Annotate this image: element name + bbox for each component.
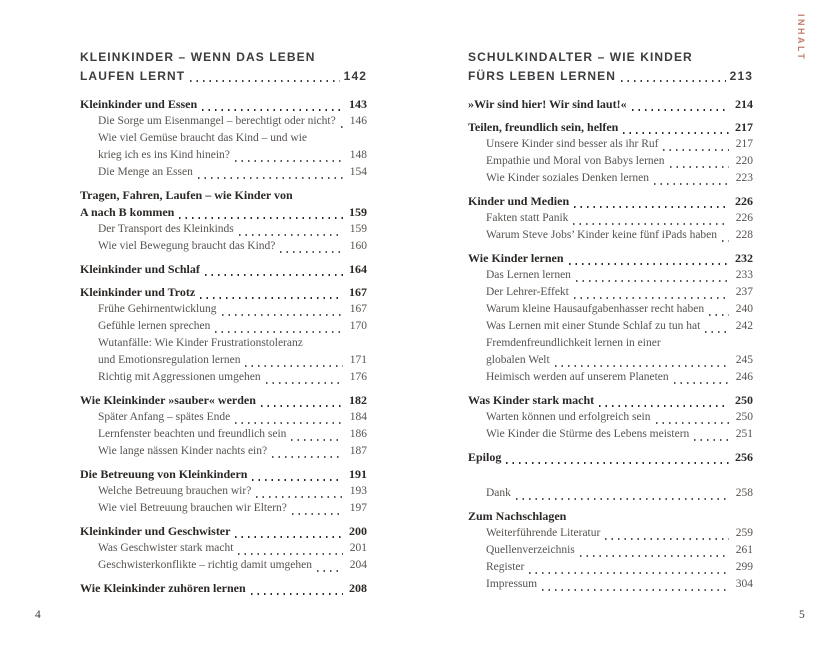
section-heading-right-line2: [468, 67, 753, 86]
toc-entry: [80, 130, 367, 147]
toc-entry-page: 233: [735, 269, 753, 281]
toc-entry-page: 246: [735, 371, 753, 383]
toc-entry-text: Warum Steve Jobs’ Kinder keine fünf iPads haben: [486, 229, 718, 241]
dot-leader: [516, 498, 729, 500]
dot-leader: [341, 126, 343, 128]
dot-leader: [222, 314, 344, 316]
toc-entry-page: 242: [735, 320, 753, 332]
toc-entry: [468, 409, 753, 426]
toc-entry-page: 167: [349, 285, 367, 299]
toc-entry: [80, 221, 367, 238]
dot-leader: [656, 422, 730, 424]
toc-entry: [468, 210, 753, 227]
dot-leader: [506, 462, 729, 464]
dot-leader: [574, 297, 729, 299]
toc-entry-text: Wie lange nässen Kinder nachts ein?: [98, 445, 268, 457]
dot-leader: [266, 382, 343, 384]
section-heading-left-line1: KLEINKINDER – WENN DAS LEBEN: [80, 50, 316, 64]
toc-entry: [468, 449, 753, 466]
toc-entry-page: 223: [735, 172, 753, 184]
dot-leader: [569, 263, 729, 265]
toc-entry: [468, 576, 753, 593]
toc-entry-page: 245: [735, 354, 753, 366]
dot-leader: [722, 240, 729, 242]
dot-leader: [573, 223, 729, 225]
toc-entry-text: globalen Welt: [486, 354, 550, 366]
toc-entry: [80, 301, 367, 318]
section-heading-right-title: FÜRS LEBEN LERNEN: [468, 69, 617, 83]
toc-entry-page: 159: [349, 223, 367, 235]
toc-entry-page: 217: [735, 138, 753, 150]
toc-entry-text: Gefühle lernen sprechen: [98, 320, 211, 332]
toc-entry: [468, 392, 753, 409]
dot-leader: [252, 479, 343, 481]
section-heading-right-page: 213: [729, 69, 753, 83]
toc-entry-text: Impressum: [486, 578, 538, 590]
toc-entry: [80, 540, 367, 557]
dot-leader: [235, 422, 343, 424]
toc-entry-text: A nach B kommen: [80, 205, 175, 219]
toc-entry: [80, 557, 367, 574]
dot-leader: [705, 331, 729, 333]
toc-entry-page: 167: [349, 303, 367, 315]
toc-entry: [468, 119, 753, 136]
dot-leader: [202, 109, 343, 111]
toc-entry: [468, 352, 753, 369]
toc-entry-text: Die Menge an Essen: [98, 166, 193, 178]
toc-entry-text: Epilog: [468, 450, 502, 464]
toc-entry: [80, 147, 367, 164]
toc-entry-page: 256: [735, 450, 753, 464]
toc-entry-text: Später Anfang – spätes Ende: [98, 411, 231, 423]
toc-entry-page: 146: [349, 115, 367, 127]
toc-entry-text: Was Lernen mit einer Stunde Schlaf zu tun hat: [486, 320, 701, 332]
toc-entry-text: Wie Kleinkinder zuhören lernen: [80, 581, 246, 595]
toc-entry-text: krieg ich es ins Kind hinein?: [98, 149, 230, 161]
dot-leader: [580, 555, 729, 557]
toc-entry: [468, 267, 753, 284]
dot-leader: [574, 206, 729, 208]
toc-entry-page: 148: [349, 149, 367, 161]
toc-entry: [468, 508, 753, 525]
dot-leader: [292, 513, 343, 515]
toc-entry-text: Frühe Gehirnentwicklung: [98, 303, 217, 315]
toc-entry-text: Wie Kleinkinder »sauber« werden: [80, 393, 256, 407]
toc-entry-page: 176: [349, 371, 367, 383]
toc-entry: [80, 483, 367, 500]
toc-entry-text: Die Betreuung von Kleinkindern: [80, 467, 248, 481]
toc-entry-text: Geschwisterkonflikte – richtig damit umgehen: [98, 559, 312, 571]
dot-leader: [317, 570, 343, 572]
toc-entry-page: 170: [349, 320, 367, 332]
toc-right-page: [468, 48, 753, 593]
toc-entry: [468, 250, 753, 267]
toc-entry-page: 193: [349, 485, 367, 497]
toc-entry-page: 159: [349, 205, 367, 219]
dot-leader: [239, 234, 343, 236]
toc-entry-text: Empathie und Moral von Babys lernen: [486, 155, 665, 167]
toc-entry: [80, 392, 367, 409]
toc-entry-page: 197: [349, 502, 367, 514]
toc-entry: [80, 238, 367, 255]
toc-entry-text: Richtig mit Aggressionen umgehen: [98, 371, 261, 383]
dot-leader: [200, 297, 343, 299]
toc-entry-text: Wie viel Betreuung brauchen wir Eltern?: [98, 502, 287, 514]
dot-leader: [555, 365, 729, 367]
toc-entry-text: Dank: [486, 487, 511, 499]
toc-entry: [468, 369, 753, 386]
toc-entry-page: 232: [735, 251, 753, 265]
toc-entry: [468, 193, 753, 210]
toc-entry: [468, 426, 753, 443]
toc-entry-page: 240: [735, 303, 753, 315]
toc-entry: [468, 301, 753, 318]
section-heading-left-page: 142: [343, 69, 367, 83]
dot-leader: [654, 183, 729, 185]
toc-entry: [80, 426, 367, 443]
toc-entry: [80, 204, 367, 221]
toc-entry: [468, 170, 753, 187]
toc-entry-page: 258: [735, 487, 753, 499]
toc-entries-left: [80, 96, 367, 597]
dot-leader: [663, 149, 729, 151]
dot-leader: [291, 439, 343, 441]
toc-entry-page: 226: [735, 194, 753, 208]
toc-entry: [468, 542, 753, 559]
dot-leader: [694, 439, 729, 441]
toc-entry-text: Warum kleine Hausaufgabenhasser recht haben: [486, 303, 705, 315]
toc-entry-page: 191: [349, 467, 367, 481]
toc-entry-text: Register: [486, 561, 525, 573]
toc-entry-text: Tragen, Fahren, Laufen – wie Kinder von: [80, 188, 293, 202]
toc-entry-text: Kleinkinder und Geschwister: [80, 524, 231, 538]
dot-leader: [709, 314, 729, 316]
toc-entry: [80, 96, 367, 113]
toc-entry: [80, 284, 367, 301]
toc-entry-page: 171: [349, 354, 367, 366]
toc-entry: [80, 335, 367, 352]
toc-entry-text: Fakten statt Panik: [486, 212, 569, 224]
chapter-tab: INHALT: [796, 14, 806, 62]
toc-entry-page: 251: [735, 428, 753, 440]
dot-leader: [272, 456, 343, 458]
toc-entry-text: Lernfenster beachten und freundlich sein: [98, 428, 287, 440]
dot-leader: [245, 365, 343, 367]
toc-entry-text: Zum Nachschlagen: [468, 509, 567, 523]
toc-entry: [80, 187, 367, 204]
toc-left-page: [80, 48, 367, 597]
toc-entry: [80, 466, 367, 483]
toc-entry: [80, 500, 367, 517]
toc-entry-page: 217: [735, 120, 753, 134]
toc-entry-text: Quellenverzeichnis: [486, 544, 575, 556]
section-heading-left-title: LAUFEN LERNT: [80, 69, 186, 83]
toc-entry: [468, 525, 753, 542]
toc-entry-text: Welche Betreuung brauchen wir?: [98, 485, 252, 497]
section-heading-left: [80, 48, 367, 86]
toc-entry-page: 160: [349, 240, 367, 252]
toc-entry: [80, 580, 367, 597]
toc-entry-text: Wutanfälle: Wie Kinder Frustrationstoleranz: [98, 337, 303, 349]
toc-entry-page: 226: [735, 212, 753, 224]
toc-entry-page: 143: [349, 97, 367, 111]
section-heading-right: [468, 48, 753, 86]
toc-entry: [468, 485, 753, 502]
toc-entry-text: Wie viel Gemüse braucht das Kind – und wie: [98, 132, 308, 144]
toc-entry-text: Teilen, freundlich sein, helfen: [468, 120, 619, 134]
dot-leader: [235, 536, 343, 538]
toc-entry-text: Was Kinder stark macht: [468, 393, 595, 407]
dot-leader: [251, 593, 343, 595]
toc-entry: [80, 113, 367, 130]
section-heading-left-line2: [80, 67, 367, 86]
toc-entry: [468, 284, 753, 301]
toc-entry-page: 259: [735, 527, 753, 539]
toc-entry-page: 299: [735, 561, 753, 573]
toc-entry-text: Das Lernen lernen: [486, 269, 571, 281]
toc-entry-page: 214: [735, 97, 753, 111]
toc-entry: [468, 559, 753, 576]
toc-entry: [468, 136, 753, 153]
toc-entry-page: 154: [349, 166, 367, 178]
dot-leader: [280, 251, 343, 253]
dot-leader: [261, 405, 343, 407]
toc-entry-text: Kinder und Medien: [468, 194, 570, 208]
toc-entry-text: Kleinkinder und Essen: [80, 97, 198, 111]
toc-entry-text: Unsere Kinder sind besser als ihr Ruf: [486, 138, 659, 150]
toc-entry-page: 186: [349, 428, 367, 440]
toc-entry-page: 201: [349, 542, 367, 554]
toc-entry-text: Kleinkinder und Schlaf: [80, 262, 200, 276]
toc-entry: [80, 409, 367, 426]
toc-entry: [80, 369, 367, 386]
toc-entry-text: Wie Kinder die Stürme des Lebens meistern: [486, 428, 690, 440]
toc-entry-page: 200: [349, 524, 367, 538]
toc-entry-text: Wie Kinder lernen: [468, 251, 564, 265]
toc-entry-page: 220: [735, 155, 753, 167]
toc-entry: [80, 164, 367, 181]
dot-leader: [576, 280, 729, 282]
toc-entry-page: 304: [735, 578, 753, 590]
toc-entry: [468, 335, 753, 352]
toc-entry-text: Was Geschwister stark macht: [98, 542, 234, 554]
toc-entry-text: Wie Kinder soziales Denken lernen: [486, 172, 650, 184]
toc-entry-page: 237: [735, 286, 753, 298]
toc-entry-text: Heimisch werden auf unserem Planeten: [486, 371, 669, 383]
toc-entry: [80, 352, 367, 369]
dot-leader: [179, 217, 343, 219]
toc-entry-page: 187: [349, 445, 367, 457]
dot-leader: [198, 177, 343, 179]
dot-leader: [605, 538, 729, 540]
toc-entry-page: 204: [349, 559, 367, 571]
toc-entry-text: Weiterführende Literatur: [486, 527, 601, 539]
toc-entry: [468, 153, 753, 170]
toc-entry: [80, 318, 367, 335]
dot-leader: [205, 274, 343, 276]
toc-entry-text: Kleinkinder und Trotz: [80, 285, 196, 299]
toc-entry-text: Warten können und erfolgreich sein: [486, 411, 651, 423]
dot-leader: [623, 132, 729, 134]
toc-entry-page: 261: [735, 544, 753, 556]
toc-entry: [80, 523, 367, 540]
toc-entry: [80, 261, 367, 278]
toc-entry-page: 184: [349, 411, 367, 423]
toc-entry-text: und Emotionsregulation lernen: [98, 354, 241, 366]
dot-leader: [632, 109, 729, 111]
dot-leader: [542, 589, 729, 591]
toc-entry-text: Wie viel Bewegung braucht das Kind?: [98, 240, 276, 252]
toc-entry-page: 164: [349, 262, 367, 276]
toc-entry-text: Der Lehrer-Effekt: [486, 286, 569, 298]
dot-leader: [235, 160, 343, 162]
toc-entry-text: Die Sorge um Eisenmangel – berechtigt oder nicht?: [98, 115, 336, 127]
dot-leader: [674, 382, 729, 384]
toc-entries-right: [468, 96, 753, 593]
toc-entry-page: 228: [735, 229, 753, 241]
toc-entry-page: 182: [349, 393, 367, 407]
toc-entry-text: Fremdenfreundlichkeit lernen in einer: [486, 337, 661, 349]
toc-entry: [468, 227, 753, 244]
section-heading-right-line1: SCHULKINDALTER – WIE KINDER: [468, 50, 693, 64]
dot-leader: [256, 496, 343, 498]
dot-leader: [238, 553, 343, 555]
toc-entry: [468, 318, 753, 335]
toc-entry-page: 250: [735, 411, 753, 423]
dot-leader: [621, 80, 726, 82]
dot-leader: [190, 80, 339, 82]
folio-left: 4: [35, 609, 41, 621]
dot-leader: [670, 166, 729, 168]
dot-leader: [529, 572, 729, 574]
dot-leader: [599, 405, 729, 407]
toc-entry: [80, 443, 367, 460]
toc-entry: [468, 96, 753, 113]
dot-leader: [215, 331, 343, 333]
toc-entry-page: 250: [735, 393, 753, 407]
toc-entry-text: »Wir sind hier! Wir sind laut!«: [468, 97, 627, 111]
toc-entry-page: 208: [349, 581, 367, 595]
folio-right: 5: [799, 609, 805, 621]
toc-entry-text: Der Transport des Kleinkinds: [98, 223, 234, 235]
